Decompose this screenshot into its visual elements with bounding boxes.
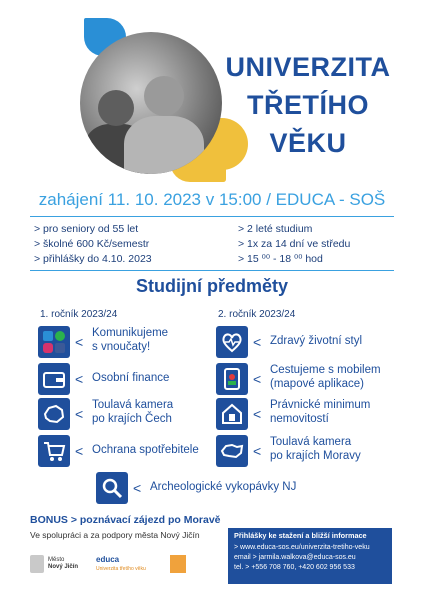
- bohemia-map-icon: [38, 398, 70, 430]
- social-media-icon: [38, 326, 70, 358]
- info-right: [238, 222, 350, 267]
- contact-phone: tel. > +556 708 760, +420 602 956 533: [234, 564, 355, 571]
- wallet-icon: [38, 363, 70, 395]
- info-item: > 15 ⁰⁰ - 18 ⁰⁰ hod: [238, 253, 323, 265]
- title-line-3: VĚKU: [269, 128, 347, 158]
- shopping-cart-icon: [38, 435, 70, 467]
- info-item: > 2 leté studium: [238, 223, 313, 235]
- contact-heading: Přihlášky ke stažení a bližší informace: [234, 531, 367, 540]
- house-document-icon: [216, 398, 248, 430]
- educa-logo-name: educa: [96, 555, 120, 564]
- city-crest-icon: [30, 555, 44, 573]
- emblem-icon: [170, 555, 186, 573]
- opening-date: zahájení 11. 10. 2023 v 15:00 / EDUCA - SOŠ: [38, 190, 386, 209]
- divider: [30, 216, 394, 217]
- contact-email: email > jarmila.walkova@educa-sos.eu: [234, 554, 356, 561]
- title-line-2: TŘETÍHO: [247, 90, 369, 120]
- moravia-map-icon: [216, 435, 248, 467]
- divider: [30, 270, 394, 271]
- mobile-map-icon: [216, 363, 248, 395]
- heart-pulse-icon: [216, 326, 248, 358]
- magnifier-icon: [96, 472, 128, 504]
- year1-heading: 1. ročník 2023/24: [40, 309, 118, 320]
- info-item: > školné 600 Kč/semestr: [34, 238, 150, 250]
- year2-heading: 2. ročník 2023/24: [218, 309, 296, 320]
- contact-box: [228, 528, 392, 584]
- info-item: > pro seniory od 55 let: [34, 223, 139, 235]
- title-line-1: UNIVERZITA: [225, 52, 391, 82]
- subjects-title: Studijní předměty: [135, 276, 288, 296]
- support-text: Ve spolupráci a za podpory města Nový Jičín: [30, 530, 200, 540]
- info-left: [34, 222, 152, 267]
- educa-logo-sub: Univerzita třetího věku: [96, 566, 146, 572]
- info-item: > 1x za 14 dní ve středu: [238, 238, 351, 250]
- contact-web: > www.educa-sos.eu/univerzita-tretiho-veku: [234, 544, 370, 551]
- bonus-text: BONUS > poznávací zájezd po Moravě: [30, 514, 221, 526]
- info-item: > přihlášky do 4.10. 2023: [34, 253, 152, 265]
- city-logo-text: Město Nový Jičín: [48, 557, 79, 570]
